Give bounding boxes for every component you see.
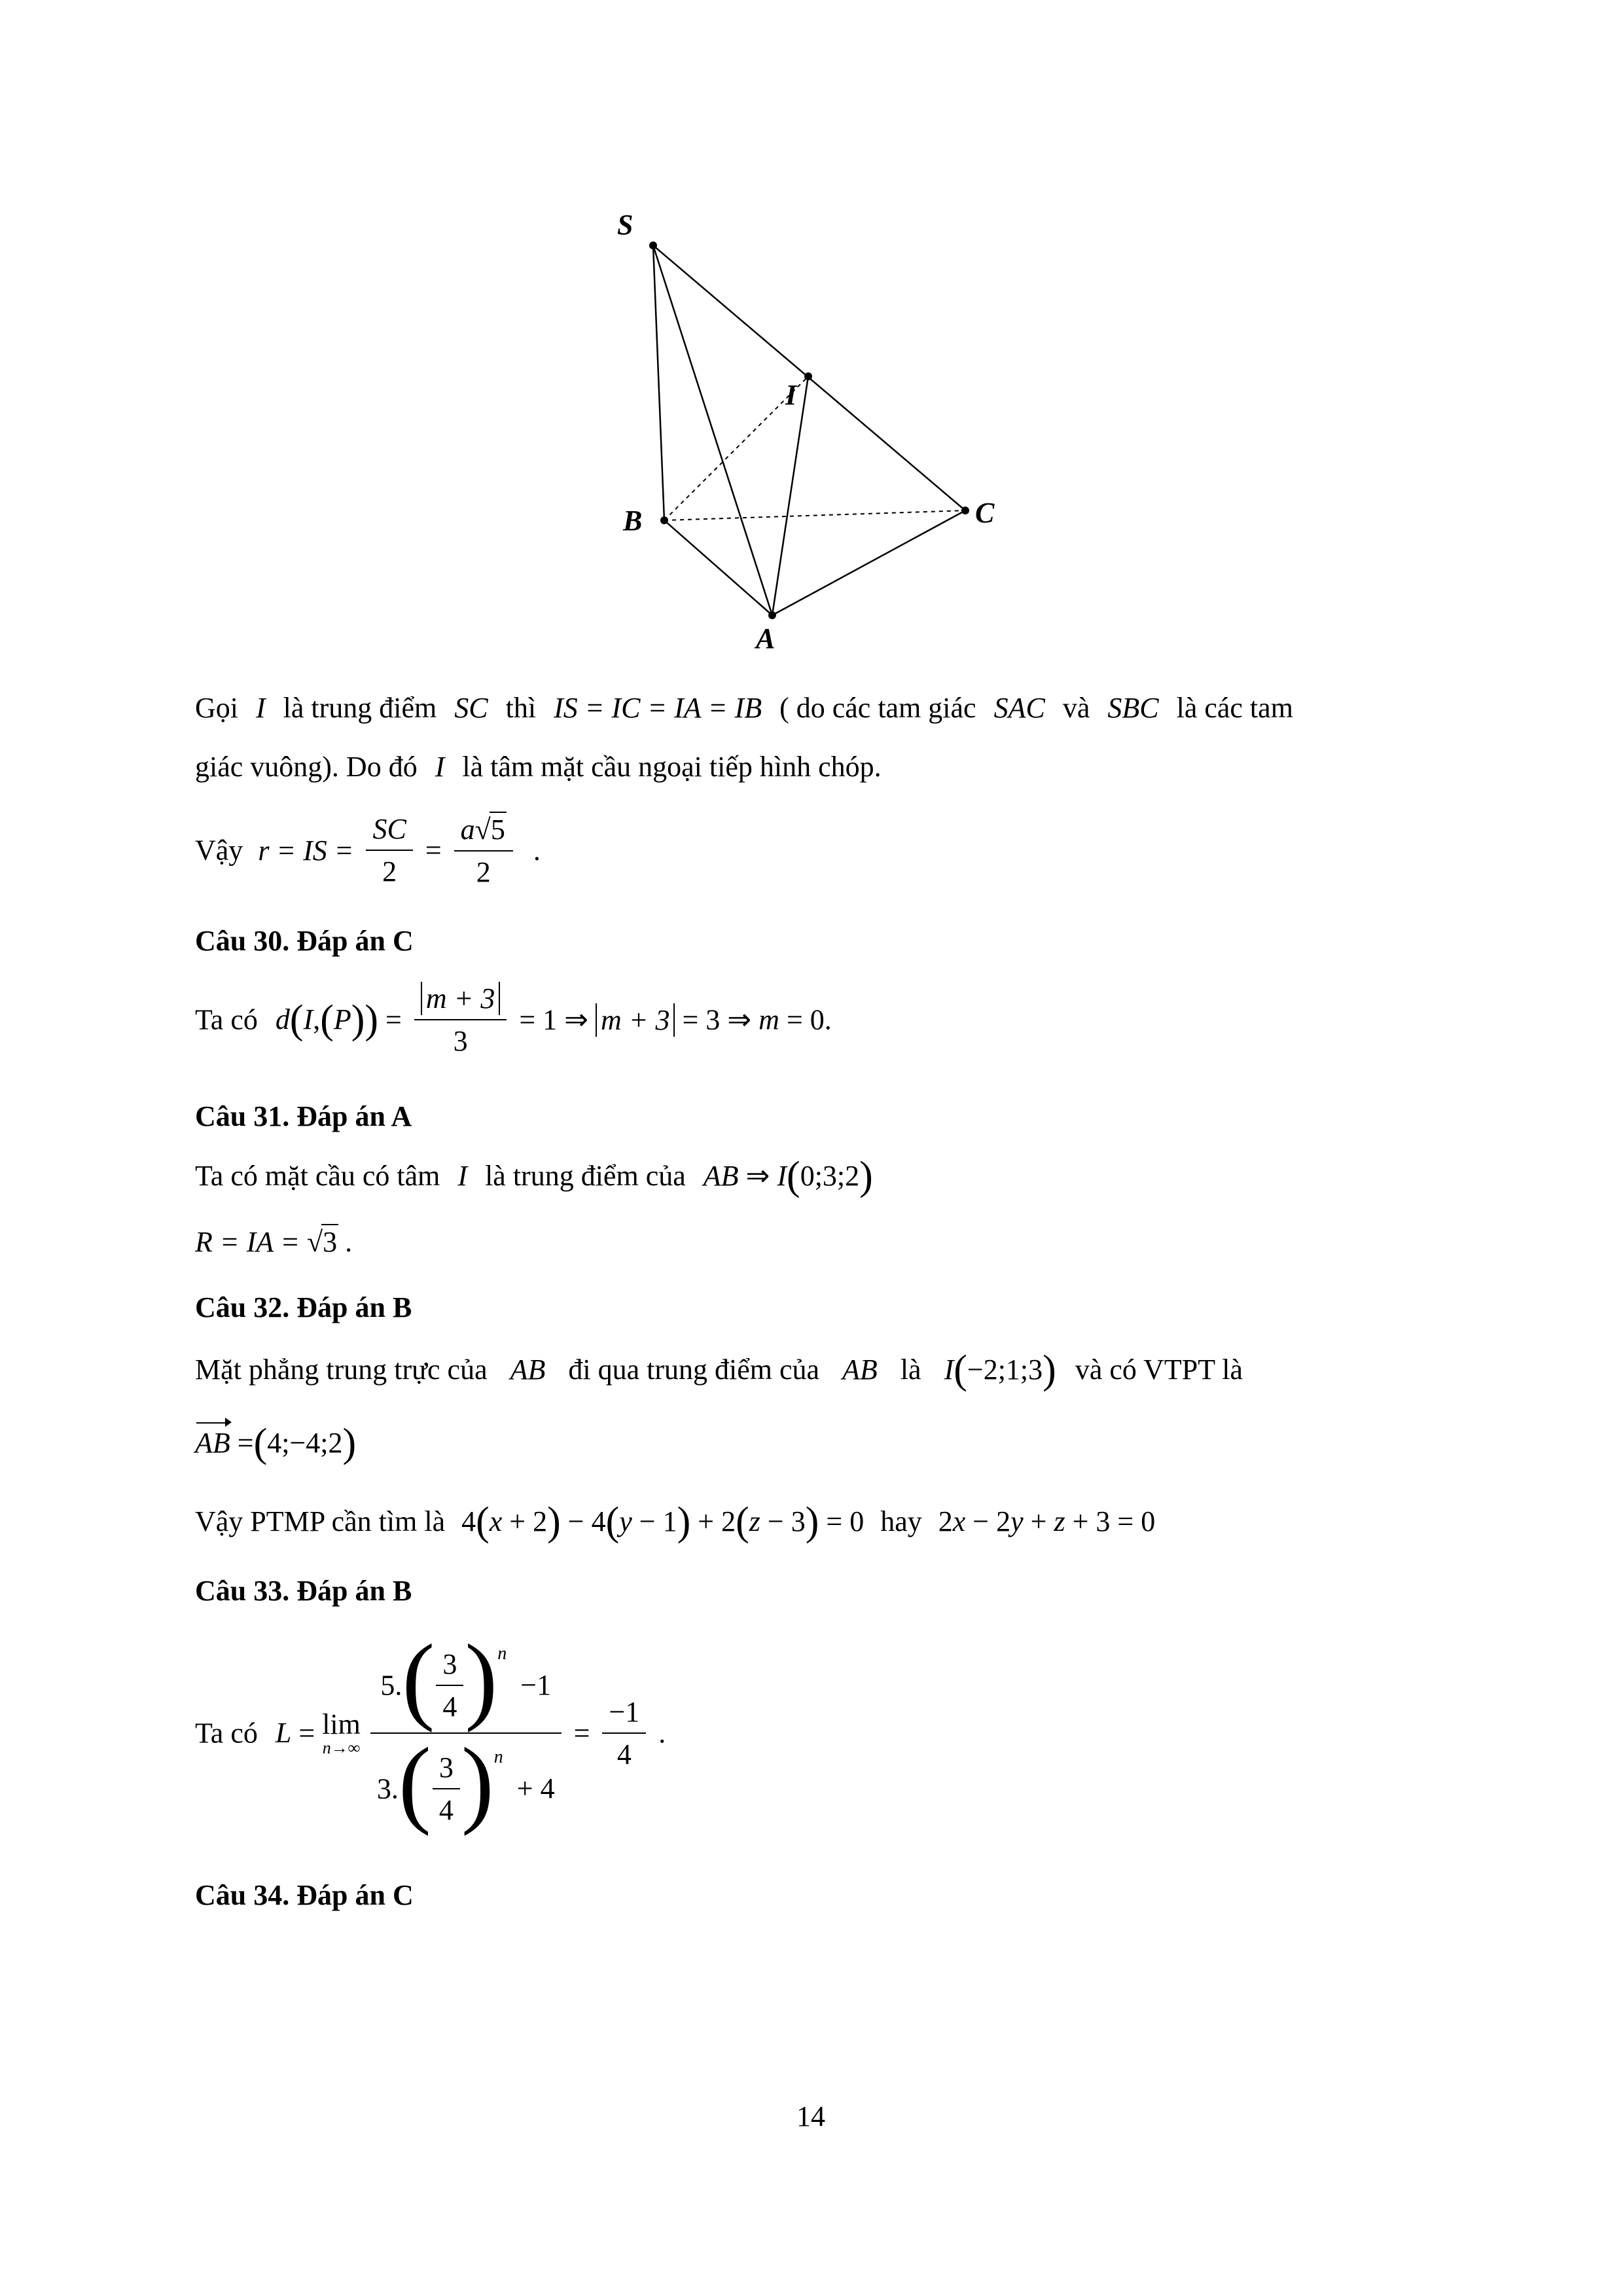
math-radius-lhs: r = IS = [258,834,354,867]
math-x: x [952,1505,966,1537]
paragraph-midpoint [195,694,1293,723]
math-term: + 2 [509,1505,548,1537]
text: là [900,1354,921,1386]
math-a: a [460,814,475,846]
math-rest: = 3 ⇒ [682,1003,752,1036]
label-B: B [623,505,643,537]
math-term: − 4 [567,1505,606,1537]
fraction-SC-over-2 [366,812,412,888]
math-coords: −2;1;3 [967,1354,1043,1386]
denominator: 4 [436,1685,463,1723]
equals: = [237,1427,254,1459]
text: là tâm mặt cầu ngoại tiếp hình chóp. [462,751,882,783]
text: là trung điểm của [485,1160,686,1192]
math-plane-final [938,1505,1155,1537]
math-coef: 3. [376,1772,399,1805]
denominator: 2 [454,850,513,889]
math-term: −1 [520,1669,552,1702]
period: . [824,1003,832,1036]
exponent-n: n [493,1746,503,1767]
math-equality: IS = IC = IA = IB [554,692,762,724]
edge-SB [653,245,664,520]
text: thì [505,692,537,724]
exponent-n: n [497,1643,507,1664]
limit-operator [322,1708,361,1758]
denominator: 2 [366,850,412,888]
question-32-normal-vector: AB =(4;−4;2) [195,1421,357,1465]
math-I: I [777,1160,787,1192]
math-term: + 4 [516,1772,555,1805]
equals: = [385,1003,402,1036]
text: Ta có [195,1003,258,1036]
fraction-a-sqrt5-over-2 [454,812,513,889]
sqrt-5: 5 [490,812,507,846]
math-term: = 0 [826,1505,865,1537]
math-m: m [758,1003,779,1036]
text: Vậy PTMP cần tìm là [195,1505,446,1537]
equals: = [573,1717,590,1749]
label-C: C [975,497,995,529]
edge-AC [772,511,965,615]
abs-value: m + 3 [596,1003,675,1037]
fraction-limit [370,1624,562,1837]
question-33-title: Câu 33. Đáp án B [195,1575,412,1607]
math-y: y [1010,1505,1024,1537]
math-d: d [275,1003,290,1035]
math-plane-expanded: 4(x + 2) − 4(y − 1) + 2(z − 3) = 0 [461,1499,865,1544]
label-A: A [756,622,776,655]
question-32-title: Câu 32. Đáp án B [195,1291,412,1323]
question-32-body-line1: Mặt phẳng trung trực của AB đi qua trung điểm của AB là I(−2;1;3) và có VTPT là [195,1348,1243,1392]
math-y: y [619,1505,632,1537]
math-R: R [195,1226,213,1258]
denominator: 4 [602,1732,646,1771]
text: Ta có mặt cầu có tâm [195,1160,440,1192]
question-34-title: Câu 34. Đáp án C [195,1879,414,1911]
fraction-result [602,1695,646,1771]
edge-BC-hidden [664,511,965,520]
text: hay [880,1505,922,1537]
math-I: I [303,1003,313,1035]
page-number: 14 [796,2100,825,2132]
math-AB: AB [703,1160,739,1192]
math-term: − 1 [639,1505,677,1537]
label-S: S [617,209,633,241]
question-32-plane-equation [195,1499,1155,1545]
text: đi qua trung điểm của [568,1354,820,1386]
point-I [804,372,812,380]
denominator: 3 [414,1019,507,1058]
math-distance: d(I,(P)) [275,997,379,1042]
math-term: − 3 [767,1505,806,1537]
math-P: P [333,1003,351,1035]
fraction-3-4 [436,1647,463,1723]
math-I: I [457,1160,468,1192]
question-31-body: Ta có mặt cầu có tâm I là trung điểm của AB ⇒ I(0;3;2) [195,1154,873,1198]
text: Ta có [195,1717,258,1749]
lim-text: lim [322,1708,361,1741]
math-I: I [256,692,266,724]
point-A [768,611,776,619]
numerator: −1 [609,1695,640,1728]
math-term: + [1030,1505,1047,1537]
paragraph-radius [195,812,541,889]
lim-subscript: n→∞ [322,1738,361,1758]
denominator: 4 [433,1788,460,1827]
equals: = [298,1717,315,1749]
text: Mặt phẳng trung trực của [195,1354,488,1386]
text: là trung điểm [283,692,437,724]
fraction-abs-m-plus-3-over-3 [414,982,507,1058]
math-L: L [275,1717,292,1749]
pyramid-figure [589,196,1060,668]
math-I: I [944,1354,954,1386]
question-33-body [195,1624,666,1837]
math-term: + 2 [698,1505,736,1537]
implies: ⇒ [745,1160,770,1192]
math-coef: 4 [461,1505,476,1537]
question-31-radius: R = IA = √3 . [195,1224,352,1259]
numerator: SC [372,813,406,845]
text: giác vuông). Do đó [195,751,418,783]
period: . [345,1226,353,1258]
fraction-3-4 [433,1751,460,1827]
paragraph-midpoint-line2 [195,753,882,781]
math-term: − 2 [972,1505,1011,1537]
edge-AI [772,376,808,615]
text: và [1062,692,1090,724]
math-SC: SC [454,692,488,724]
math-z: z [749,1505,760,1537]
point-S [649,242,657,249]
numerator: a√5 [454,812,513,850]
numerator [414,982,507,1019]
math-rest: = 1 ⇒ [519,1003,589,1036]
edge-BA [664,520,772,615]
question-30-body [195,982,832,1058]
math-coords: 4;−4;2 [267,1427,343,1459]
label-I: I [785,379,797,411]
numerator: 3 [442,1647,457,1680]
math-x: x [489,1505,503,1537]
text: Gọi [195,692,238,724]
text: là các tam [1176,692,1293,724]
math-coef: 2 [938,1505,953,1537]
math-SBC: SBC [1107,692,1159,724]
text: và có VTPT là [1075,1354,1243,1386]
math-eq: = IA = [219,1226,300,1258]
math-I: I [435,751,445,783]
math-term: + 3 = 0 [1072,1505,1156,1537]
denominator: 3.( $\frac{3}{4}$ )$^n$ + 4 [370,1732,562,1827]
math-z: z [1054,1505,1065,1537]
numerator: 3 [438,1751,454,1784]
math-SAC: SAC [993,692,1045,724]
equals: = [425,834,442,867]
question-30-title: Câu 30. Đáp án C [195,925,414,957]
text: Vậy [195,834,243,867]
math-AB: AB [510,1354,546,1386]
period: . [658,1717,666,1749]
point-C [961,507,969,514]
math-AB: AB [842,1354,878,1386]
period: . [533,834,541,867]
math-coef: 5. [380,1669,402,1702]
numerator: 5.( $\frac{3}{4}$ )$^n$ −1 [380,1624,552,1733]
text: ( do các tam giác [779,692,976,724]
abs-value: m + 3 [421,982,500,1015]
math-coords: 0;3;2 [800,1160,860,1192]
vector-AB: AB [195,1427,230,1459]
math-rest: = 0 [786,1003,825,1036]
sqrt-3: 3 [321,1224,338,1259]
question-31-title: Câu 31. Đáp án A [195,1100,412,1132]
point-B [660,516,668,524]
